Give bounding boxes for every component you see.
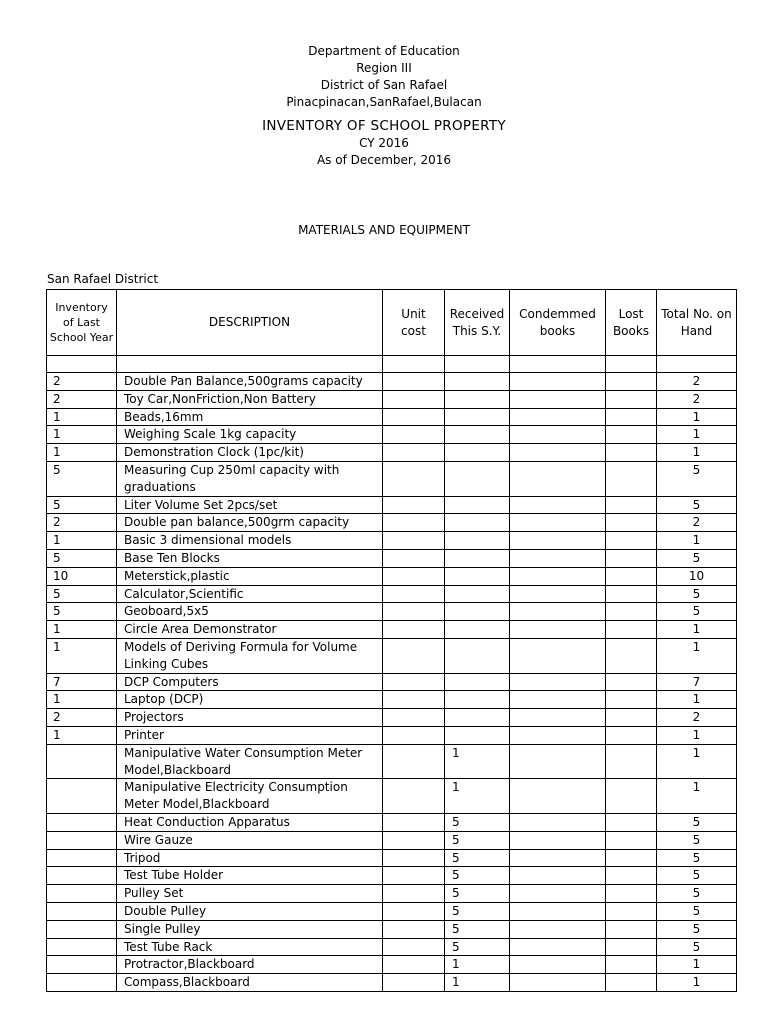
table-row bbox=[47, 585, 737, 603]
cell-unit-cost bbox=[383, 744, 445, 779]
cell-condemned bbox=[510, 356, 606, 373]
col-header-received: Received This S.Y. bbox=[445, 290, 510, 356]
table-row bbox=[47, 779, 737, 814]
table-row bbox=[47, 867, 737, 885]
cell-condemned bbox=[510, 831, 606, 849]
table-row bbox=[47, 726, 737, 744]
cell-inventory: 1 bbox=[47, 691, 117, 709]
table-row bbox=[47, 373, 737, 391]
org-name: Department of Education bbox=[308, 44, 460, 58]
cell-description: Base Ten Blocks bbox=[117, 549, 383, 567]
cell-total: 2 bbox=[657, 514, 737, 532]
cell-description: Manipulative Electricity Consumption Meter Model,Blackboard bbox=[117, 779, 383, 814]
cell-description: Single Pulley bbox=[117, 920, 383, 938]
col-header-unit-cost: Unit cost bbox=[383, 290, 445, 356]
cell-unit-cost bbox=[383, 831, 445, 849]
cell-lost bbox=[606, 849, 657, 867]
cell-unit-cost bbox=[383, 408, 445, 426]
cell-description: Double Pulley bbox=[117, 902, 383, 920]
cell-lost bbox=[606, 426, 657, 444]
cell-lost bbox=[606, 408, 657, 426]
cell-unit-cost bbox=[383, 920, 445, 938]
cell-total: 1 bbox=[657, 691, 737, 709]
cell-condemned bbox=[510, 408, 606, 426]
cell-inventory: 2 bbox=[47, 709, 117, 727]
cell-inventory bbox=[47, 356, 117, 373]
cell-condemned bbox=[510, 461, 606, 496]
cell-total: 1 bbox=[657, 426, 737, 444]
table-row bbox=[47, 709, 737, 727]
col-header-total: Total No. on Hand bbox=[657, 290, 737, 356]
cell-received: 5 bbox=[445, 902, 510, 920]
cell-total: 2 bbox=[657, 709, 737, 727]
cell-description: Double Pan Balance,500grams capacity bbox=[117, 373, 383, 391]
table-row bbox=[47, 885, 737, 903]
table-body bbox=[47, 356, 737, 992]
cell-description: Projectors bbox=[117, 709, 383, 727]
table-row bbox=[47, 974, 737, 992]
cell-condemned bbox=[510, 744, 606, 779]
cell-description: DCP Computers bbox=[117, 673, 383, 691]
cell-inventory: 1 bbox=[47, 621, 117, 639]
cell-lost bbox=[606, 496, 657, 514]
table-row bbox=[47, 831, 737, 849]
cell-condemned bbox=[510, 673, 606, 691]
cell-inventory bbox=[47, 831, 117, 849]
cell-description: Calculator,Scientific bbox=[117, 585, 383, 603]
cell-total: 5 bbox=[657, 867, 737, 885]
table-row bbox=[47, 691, 737, 709]
cell-condemned bbox=[510, 956, 606, 974]
cell-inventory: 5 bbox=[47, 461, 117, 496]
cell-received: 1 bbox=[445, 779, 510, 814]
cell-received bbox=[445, 603, 510, 621]
cell-total: 5 bbox=[657, 849, 737, 867]
cell-total: 1 bbox=[657, 726, 737, 744]
cell-condemned bbox=[510, 603, 606, 621]
cell-received bbox=[445, 514, 510, 532]
cell-description: Printer bbox=[117, 726, 383, 744]
cell-lost bbox=[606, 885, 657, 903]
cell-condemned bbox=[510, 885, 606, 903]
cell-total: 5 bbox=[657, 885, 737, 903]
cell-condemned bbox=[510, 902, 606, 920]
cell-unit-cost bbox=[383, 585, 445, 603]
cell-total: 5 bbox=[657, 902, 737, 920]
table-row bbox=[47, 567, 737, 585]
table-row bbox=[47, 920, 737, 938]
cell-condemned bbox=[510, 567, 606, 585]
col-header-inventory: Inventory of Last School Year bbox=[47, 290, 117, 356]
cell-unit-cost bbox=[383, 726, 445, 744]
cell-inventory bbox=[47, 744, 117, 779]
cell-received bbox=[445, 426, 510, 444]
cell-lost bbox=[606, 356, 657, 373]
cell-condemned bbox=[510, 514, 606, 532]
cell-lost bbox=[606, 585, 657, 603]
cell-unit-cost bbox=[383, 849, 445, 867]
cell-condemned bbox=[510, 621, 606, 639]
cell-total: 5 bbox=[657, 938, 737, 956]
cell-lost bbox=[606, 603, 657, 621]
cell-total: 5 bbox=[657, 813, 737, 831]
cell-unit-cost bbox=[383, 356, 445, 373]
cell-lost bbox=[606, 461, 657, 496]
cell-inventory: 1 bbox=[47, 726, 117, 744]
cell-condemned bbox=[510, 920, 606, 938]
cell-description: Test Tube Holder bbox=[117, 867, 383, 885]
cell-received: 1 bbox=[445, 744, 510, 779]
table-row bbox=[47, 549, 737, 567]
cell-unit-cost bbox=[383, 691, 445, 709]
table-row bbox=[47, 744, 737, 779]
cell-lost bbox=[606, 974, 657, 992]
cell-description: Geoboard,5x5 bbox=[117, 603, 383, 621]
cell-received: 5 bbox=[445, 849, 510, 867]
cell-lost bbox=[606, 621, 657, 639]
cell-description: Pulley Set bbox=[117, 885, 383, 903]
cell-total: 7 bbox=[657, 673, 737, 691]
cell-condemned bbox=[510, 867, 606, 885]
cell-total: 5 bbox=[657, 585, 737, 603]
cell-lost bbox=[606, 514, 657, 532]
table-row bbox=[47, 356, 737, 373]
cell-unit-cost bbox=[383, 621, 445, 639]
cell-description: Liter Volume Set 2pcs/set bbox=[117, 496, 383, 514]
cell-inventory: 5 bbox=[47, 603, 117, 621]
cell-total: 1 bbox=[657, 956, 737, 974]
cell-received bbox=[445, 461, 510, 496]
cell-unit-cost bbox=[383, 373, 445, 391]
table-row bbox=[47, 408, 737, 426]
cell-lost bbox=[606, 673, 657, 691]
cell-total: 1 bbox=[657, 408, 737, 426]
cell-received bbox=[445, 726, 510, 744]
cell-condemned bbox=[510, 638, 606, 673]
cell-unit-cost bbox=[383, 496, 445, 514]
cell-condemned bbox=[510, 496, 606, 514]
cell-total: 1 bbox=[657, 444, 737, 462]
cell-description: Double pan balance,500grm capacity bbox=[117, 514, 383, 532]
table-row bbox=[47, 938, 737, 956]
cell-unit-cost bbox=[383, 390, 445, 408]
cell-description: Heat Conduction Apparatus bbox=[117, 813, 383, 831]
table-row bbox=[47, 849, 737, 867]
cell-inventory bbox=[47, 956, 117, 974]
table-row bbox=[47, 902, 737, 920]
cell-total: 5 bbox=[657, 461, 737, 496]
table-row bbox=[47, 461, 737, 496]
cell-description: Toy Car,NonFriction,Non Battery bbox=[117, 390, 383, 408]
table-row bbox=[47, 390, 737, 408]
cell-condemned bbox=[510, 390, 606, 408]
cell-unit-cost bbox=[383, 673, 445, 691]
cell-description: Compass,Blackboard bbox=[117, 974, 383, 992]
cell-condemned bbox=[510, 709, 606, 727]
inventory-table bbox=[46, 289, 737, 992]
cell-description: Circle Area Demonstrator bbox=[117, 621, 383, 639]
table-row bbox=[47, 603, 737, 621]
cell-lost bbox=[606, 709, 657, 727]
cell-lost bbox=[606, 373, 657, 391]
table-header-row bbox=[47, 290, 737, 356]
cell-description bbox=[117, 356, 383, 373]
cell-inventory: 1 bbox=[47, 638, 117, 673]
cell-lost bbox=[606, 813, 657, 831]
col-header-condemned: Condemmed books bbox=[510, 290, 606, 356]
cell-lost bbox=[606, 532, 657, 550]
cell-received bbox=[445, 709, 510, 727]
cell-description: Demonstration Clock (1pc/kit) bbox=[117, 444, 383, 462]
table-row bbox=[47, 444, 737, 462]
district-label: San Rafael District bbox=[47, 272, 159, 286]
cell-inventory bbox=[47, 938, 117, 956]
cell-unit-cost bbox=[383, 549, 445, 567]
cell-received bbox=[445, 390, 510, 408]
cell-total: 1 bbox=[657, 974, 737, 992]
cell-total: 1 bbox=[657, 744, 737, 779]
cell-received bbox=[445, 673, 510, 691]
cell-condemned bbox=[510, 444, 606, 462]
col-header-description: DESCRIPTION bbox=[117, 290, 383, 356]
cell-description: Models of Deriving Formula for Volume Linking Cubes bbox=[117, 638, 383, 673]
cell-description: Laptop (DCP) bbox=[117, 691, 383, 709]
cell-lost bbox=[606, 638, 657, 673]
cell-received: 5 bbox=[445, 920, 510, 938]
cell-total: 5 bbox=[657, 603, 737, 621]
cell-inventory: 1 bbox=[47, 408, 117, 426]
cell-total: 10 bbox=[657, 567, 737, 585]
cell-received: 5 bbox=[445, 885, 510, 903]
col-header-lost: Lost Books bbox=[606, 290, 657, 356]
cell-inventory: 2 bbox=[47, 373, 117, 391]
cell-inventory: 5 bbox=[47, 496, 117, 514]
cell-description: Tripod bbox=[117, 849, 383, 867]
cell-unit-cost bbox=[383, 444, 445, 462]
cell-total: 2 bbox=[657, 373, 737, 391]
address: Pinacpinacan,SanRafael,Bulacan bbox=[286, 95, 482, 109]
cell-lost bbox=[606, 779, 657, 814]
cell-inventory bbox=[47, 779, 117, 814]
cell-lost bbox=[606, 691, 657, 709]
cell-received bbox=[445, 567, 510, 585]
table-row bbox=[47, 956, 737, 974]
cell-inventory bbox=[47, 974, 117, 992]
cell-description: Wire Gauze bbox=[117, 831, 383, 849]
cell-total: 5 bbox=[657, 496, 737, 514]
cell-received: 1 bbox=[445, 974, 510, 992]
table-row bbox=[47, 673, 737, 691]
document-header bbox=[0, 43, 768, 169]
cell-received bbox=[445, 532, 510, 550]
cell-unit-cost bbox=[383, 902, 445, 920]
cell-inventory: 10 bbox=[47, 567, 117, 585]
cell-unit-cost bbox=[383, 514, 445, 532]
cell-lost bbox=[606, 920, 657, 938]
cell-unit-cost bbox=[383, 867, 445, 885]
cell-lost bbox=[606, 567, 657, 585]
cell-condemned bbox=[510, 849, 606, 867]
cell-condemned bbox=[510, 974, 606, 992]
cell-lost bbox=[606, 902, 657, 920]
cell-inventory: 1 bbox=[47, 444, 117, 462]
cell-lost bbox=[606, 867, 657, 885]
cell-inventory bbox=[47, 920, 117, 938]
cell-total: 1 bbox=[657, 621, 737, 639]
cell-description: Beads,16mm bbox=[117, 408, 383, 426]
cell-received: 5 bbox=[445, 867, 510, 885]
cell-unit-cost bbox=[383, 461, 445, 496]
cell-condemned bbox=[510, 549, 606, 567]
cell-total: 5 bbox=[657, 920, 737, 938]
cell-description: Test Tube Rack bbox=[117, 938, 383, 956]
cell-received bbox=[445, 549, 510, 567]
cell-received bbox=[445, 408, 510, 426]
cell-condemned bbox=[510, 532, 606, 550]
cell-received bbox=[445, 585, 510, 603]
cell-condemned bbox=[510, 373, 606, 391]
cell-inventory: 1 bbox=[47, 426, 117, 444]
cell-total: 1 bbox=[657, 779, 737, 814]
table-row bbox=[47, 638, 737, 673]
cell-condemned bbox=[510, 779, 606, 814]
cell-unit-cost bbox=[383, 885, 445, 903]
cell-description: Manipulative Water Consumption Meter Model,Blackboard bbox=[117, 744, 383, 779]
cell-lost bbox=[606, 744, 657, 779]
cell-lost bbox=[606, 956, 657, 974]
table-row bbox=[47, 426, 737, 444]
cell-total: 2 bbox=[657, 390, 737, 408]
section-title: MATERIALS AND EQUIPMENT bbox=[298, 223, 470, 237]
cell-total: 5 bbox=[657, 549, 737, 567]
cell-inventory bbox=[47, 849, 117, 867]
cell-received bbox=[445, 444, 510, 462]
cell-received: 5 bbox=[445, 813, 510, 831]
cell-lost bbox=[606, 390, 657, 408]
cell-condemned bbox=[510, 691, 606, 709]
cell-lost bbox=[606, 726, 657, 744]
cell-lost bbox=[606, 444, 657, 462]
cell-condemned bbox=[510, 726, 606, 744]
cell-inventory bbox=[47, 813, 117, 831]
cell-unit-cost bbox=[383, 779, 445, 814]
cell-unit-cost bbox=[383, 603, 445, 621]
cell-inventory: 2 bbox=[47, 514, 117, 532]
cell-received: 5 bbox=[445, 938, 510, 956]
cell-total: 1 bbox=[657, 638, 737, 673]
district-name: District of San Rafael bbox=[320, 78, 448, 92]
cell-inventory bbox=[47, 885, 117, 903]
table-row bbox=[47, 621, 737, 639]
cell-received bbox=[445, 356, 510, 373]
cell-unit-cost bbox=[383, 638, 445, 673]
cell-description: Protractor,Blackboard bbox=[117, 956, 383, 974]
document-title: INVENTORY OF SCHOOL PROPERTY bbox=[262, 118, 506, 134]
cell-inventory: 1 bbox=[47, 532, 117, 550]
cell-inventory bbox=[47, 867, 117, 885]
cell-description: Basic 3 dimensional models bbox=[117, 532, 383, 550]
cell-received: 1 bbox=[445, 956, 510, 974]
cell-condemned bbox=[510, 813, 606, 831]
cell-unit-cost bbox=[383, 974, 445, 992]
region-name: Region III bbox=[356, 61, 412, 75]
cell-unit-cost bbox=[383, 532, 445, 550]
cell-unit-cost bbox=[383, 813, 445, 831]
cell-description: Meterstick,plastic bbox=[117, 567, 383, 585]
cell-received bbox=[445, 691, 510, 709]
cell-unit-cost bbox=[383, 426, 445, 444]
cell-lost bbox=[606, 938, 657, 956]
as-of-date: As of December, 2016 bbox=[316, 153, 452, 167]
cell-inventory: 5 bbox=[47, 585, 117, 603]
cell-condemned bbox=[510, 426, 606, 444]
calendar-year: CY 2016 bbox=[359, 136, 409, 150]
cell-total bbox=[657, 356, 737, 373]
table-row bbox=[47, 532, 737, 550]
cell-lost bbox=[606, 831, 657, 849]
cell-description: Measuring Cup 250ml capacity with graduations bbox=[117, 461, 383, 496]
cell-received bbox=[445, 638, 510, 673]
cell-unit-cost bbox=[383, 956, 445, 974]
cell-inventory: 7 bbox=[47, 673, 117, 691]
cell-description: Weighing Scale 1kg capacity bbox=[117, 426, 383, 444]
cell-total: 1 bbox=[657, 532, 737, 550]
cell-unit-cost bbox=[383, 567, 445, 585]
cell-inventory bbox=[47, 902, 117, 920]
table-row bbox=[47, 514, 737, 532]
table-row bbox=[47, 496, 737, 514]
cell-lost bbox=[606, 549, 657, 567]
cell-received bbox=[445, 621, 510, 639]
cell-total: 5 bbox=[657, 831, 737, 849]
cell-condemned bbox=[510, 938, 606, 956]
cell-unit-cost bbox=[383, 709, 445, 727]
cell-inventory: 5 bbox=[47, 549, 117, 567]
cell-inventory: 2 bbox=[47, 390, 117, 408]
cell-received bbox=[445, 496, 510, 514]
cell-received: 5 bbox=[445, 831, 510, 849]
cell-received bbox=[445, 373, 510, 391]
cell-unit-cost bbox=[383, 938, 445, 956]
cell-condemned bbox=[510, 585, 606, 603]
table-row bbox=[47, 813, 737, 831]
